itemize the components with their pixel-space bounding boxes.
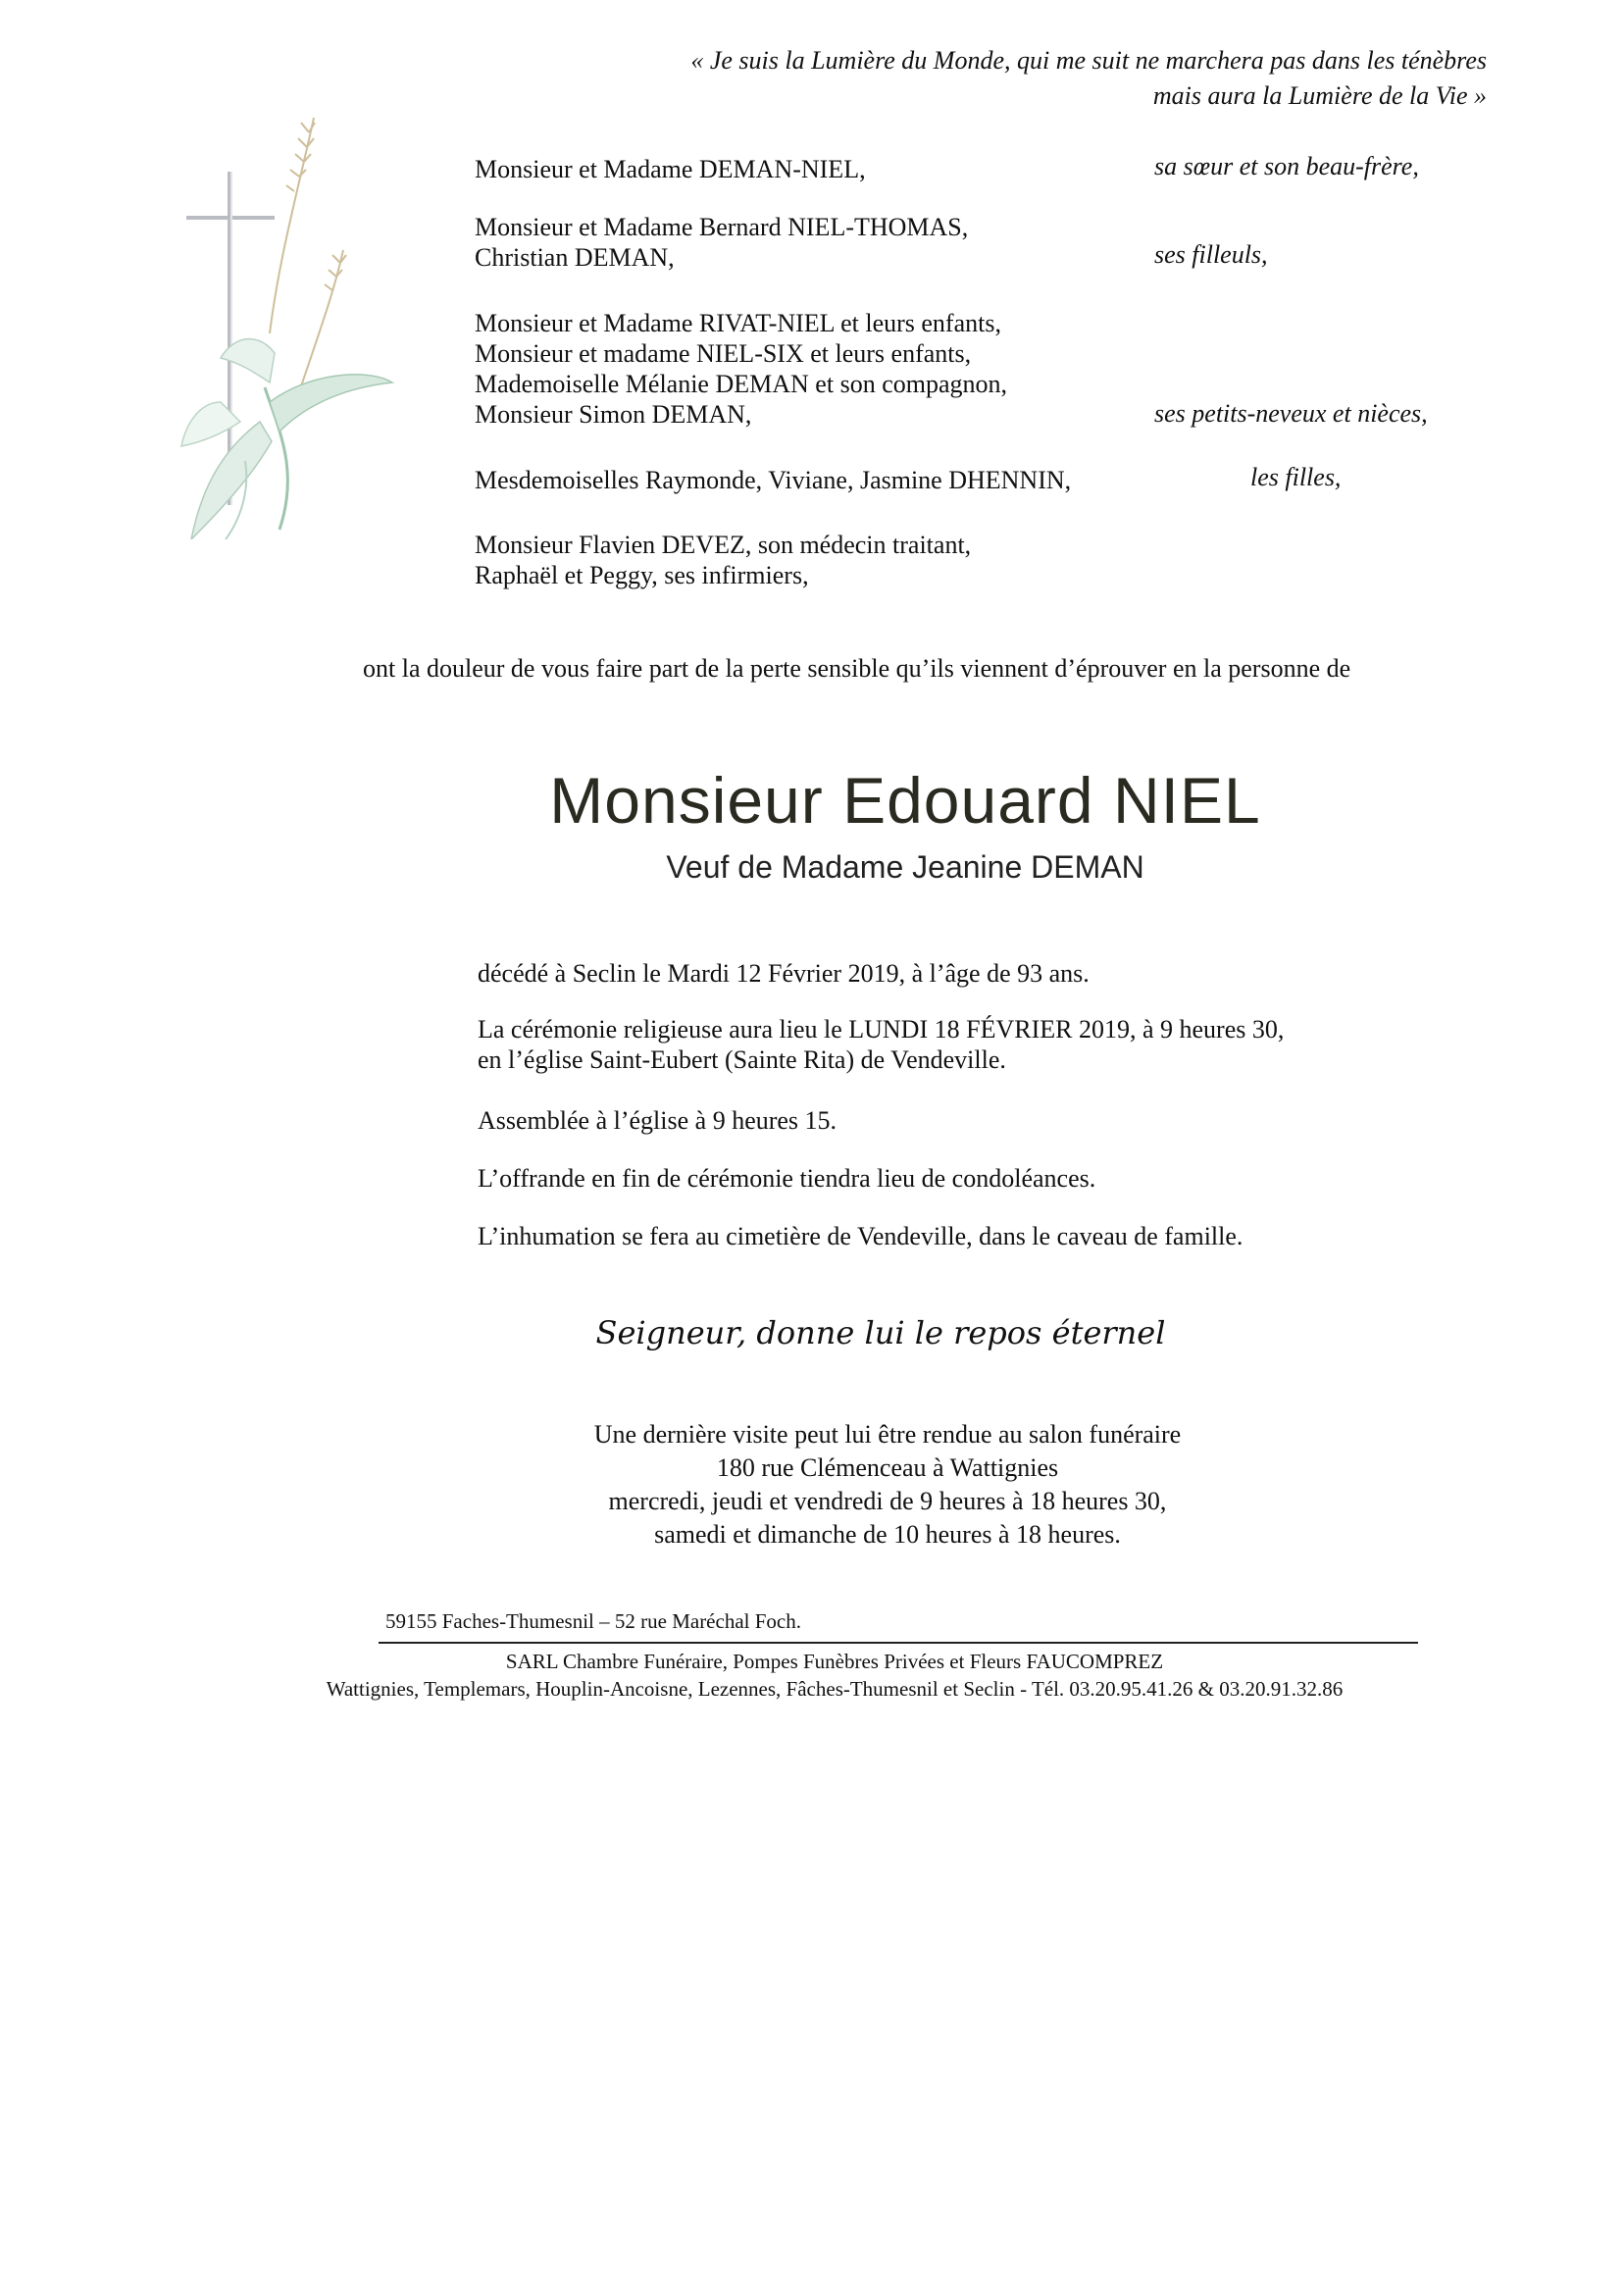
lily-icon — [181, 339, 392, 539]
family-relation-4: les filles, — [1250, 463, 1342, 491]
family-name-line: Monsieur Simon DEMAN, — [475, 400, 752, 429]
burial-details: L’inhumation se fera au cimetière de Vendeville, dans le caveau de famille. — [478, 1222, 1243, 1250]
family-name-line: Christian DEMAN, — [475, 243, 675, 272]
cross-lily-illustration — [162, 108, 402, 539]
footer-company: SARL Chambre Funéraire, Pompes Funèbres Privées et Fleurs FAUCOMPREZ — [505, 1650, 1164, 1673]
deceased-subtitle-text: Veuf de Madame Jeanine DEMAN — [666, 849, 1144, 885]
visit-line-2: 180 rue Clémenceau à Wattignies — [716, 1453, 1059, 1482]
family-name-line: Monsieur et Madame DEMAN-NIEL, — [475, 155, 866, 183]
family-name-line: Monsieur et Madame Bernard NIEL-THOMAS, — [475, 213, 969, 241]
family-name-line: Mesdemoiselles Raymonde, Viviane, Jasmine DHENNIN, — [475, 466, 1072, 494]
prayer-line — [0, 1314, 1624, 1351]
family-entry-3 — [475, 308, 1007, 430]
visit-line-1: Une dernière visite peut lui être rendue au salon funéraire — [593, 1420, 1182, 1449]
deceased-name-text: Monsieur Edouard NIEL — [549, 764, 1261, 837]
footer-divider — [379, 1642, 1418, 1644]
ceremony-line-1: La cérémonie religieuse aura lieu le LUNDI 18 FÉVRIER 2019, à 9 heures 30, — [478, 1015, 1285, 1044]
deceased-name — [0, 763, 1624, 838]
ceremony-line-2: en l’église Saint-Eubert (Sainte Rita) de Vendeville. — [478, 1045, 1006, 1074]
family-relation-3: ses petits-neveux et nièces, — [1154, 399, 1428, 428]
family-entry-5 — [475, 530, 971, 590]
funeral-home-address: 59155 Faches-Thumesnil – 52 rue Maréchal Foch. — [385, 1609, 801, 1633]
quote-line-2: mais aura la Lumière de la Vie » — [1152, 81, 1487, 110]
visit-line-3: mercredi, jeudi et vendredi de 9 heures à 18 heures 30, — [608, 1487, 1167, 1515]
offering-details: L’offrande en fin de cérémonie tiendra lieu de condoléances. — [478, 1164, 1096, 1193]
visit-line-4: samedi et dimanche de 10 heures à 18 heures. — [654, 1520, 1121, 1549]
family-entry-2 — [475, 212, 968, 273]
family-name-line: Monsieur et madame NIEL-SIX et leurs enfants, — [475, 339, 972, 368]
family-name-line: Monsieur et Madame RIVAT-NIEL et leurs enfants, — [475, 309, 1001, 337]
deceased-subtitle — [0, 849, 1624, 886]
death-details: décédé à Seclin le Mardi 12 Février 2019, à l’âge de 93 ans. — [478, 959, 1090, 988]
family-entry-1 — [475, 154, 866, 184]
footer-locations: Wattignies, Templemars, Houplin-Ancoisne, Lezennes, Fâches-Thumesnil et Seclin - Tél. 03.20.95.41.26 & 03.20.91.32.86 — [326, 1677, 1344, 1701]
family-relation-2: ses filleuls, — [1154, 240, 1268, 269]
family-name-line: Mademoiselle Mélanie DEMAN et son compagnon, — [475, 370, 1007, 398]
prayer-text: Seigneur, donne lui le repos éternel — [595, 1314, 1166, 1351]
intro-text: ont la douleur de vous faire part de la perte sensible qu’ils viennent d’éprouver en la personne de — [363, 654, 1351, 683]
ceremony-details — [478, 1014, 1284, 1075]
family-relation-1: sa sœur et son beau-frère, — [1154, 152, 1419, 180]
wheat-icon — [270, 118, 346, 392]
family-name-line: Raphaël et Peggy, ses infirmiers, — [475, 561, 809, 589]
visit-info — [0, 1418, 1624, 1552]
family-entry-4 — [475, 465, 1071, 495]
assembly-details: Assemblée à l’église à 9 heures 15. — [478, 1106, 837, 1135]
footer — [0, 1648, 1624, 1703]
quote-line-1: « Je suis la Lumière du Monde, qui me suit ne marchera pas dans les ténèbres — [690, 46, 1487, 75]
epigraph-quote — [690, 43, 1487, 114]
family-name-line: Monsieur Flavien DEVEZ, son médecin traitant, — [475, 531, 972, 559]
